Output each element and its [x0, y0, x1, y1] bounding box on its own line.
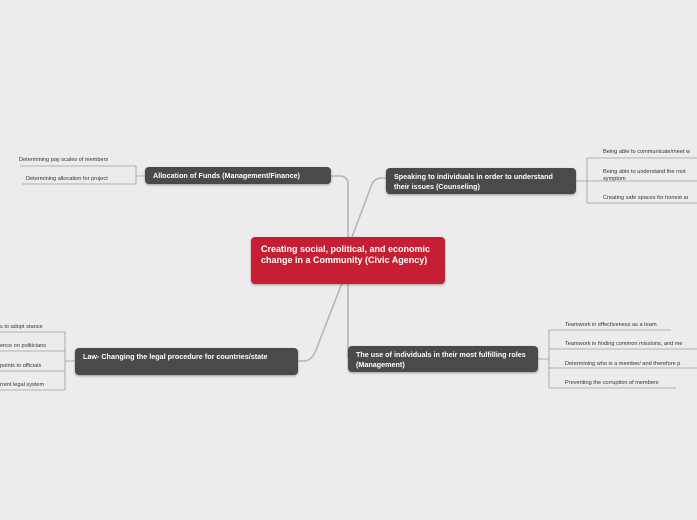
central-topic[interactable]	[251, 237, 445, 284]
leaf-label: points to officials	[0, 363, 42, 369]
branch-management[interactable]	[348, 346, 538, 372]
central-topic-label: Creating social, political, and economic change in a Community (Civic Agency)	[261, 244, 431, 265]
leaf-label: Preventing the corruption of members	[565, 380, 659, 386]
branch-law-label: Law- Changing the legal procedure for countries/state	[83, 352, 268, 361]
leaf-counseling-1[interactable]	[603, 149, 690, 156]
leaf-label: ence on politicians	[0, 343, 47, 349]
branch-counseling[interactable]	[386, 168, 576, 194]
leaf-management-1[interactable]	[565, 322, 657, 329]
leaf-label: Determining who is a member/ and therefore p	[565, 361, 681, 367]
leaf-management-4[interactable]	[565, 380, 659, 387]
leaf-label: Teamwork in finding common missions, and me	[565, 341, 683, 347]
leaf-label: Being able to communicate/meet w	[603, 149, 691, 155]
branch-law[interactable]	[75, 348, 298, 375]
branch-counseling-label: Speaking to individuals in order to understand their issues (Counseling)	[394, 172, 553, 191]
leaf-counseling-3[interactable]	[603, 195, 689, 202]
branch-management-label: The use of individuals in their most fulfilling roles (Management)	[356, 350, 526, 369]
leaf-label: Teamwork in effectiveness as a team	[565, 322, 657, 328]
leaf-label: Determining allocation for project	[26, 176, 108, 182]
leaf-counseling-2[interactable]	[603, 169, 697, 182]
leaf-law-2[interactable]	[0, 343, 46, 350]
leaf-label: s to adopt stance	[0, 324, 43, 330]
leaf-label: Determining pay scales of members	[19, 157, 109, 163]
connector-law	[298, 283, 342, 361]
connector-counseling	[352, 178, 386, 237]
leaf-funds-1[interactable]	[19, 157, 108, 164]
leaf-law-3[interactable]	[0, 363, 41, 370]
branch-funds-label: Allocation of Funds (Management/Finance)	[153, 171, 300, 180]
leaf-management-2[interactable]	[565, 341, 683, 348]
leaf-label: rrent legal system	[0, 382, 45, 388]
leaf-law-4[interactable]	[0, 382, 44, 389]
leaf-label: Creating safe spaces for honest ar	[603, 195, 689, 201]
connector-funds	[331, 176, 348, 237]
leaf-management-3[interactable]	[565, 361, 680, 368]
leaf-law-1[interactable]	[0, 324, 43, 331]
leaf-funds-2[interactable]	[26, 176, 108, 183]
leaf-label: Being able to understand the root symptom	[603, 169, 686, 182]
branch-funds[interactable]	[145, 167, 331, 184]
